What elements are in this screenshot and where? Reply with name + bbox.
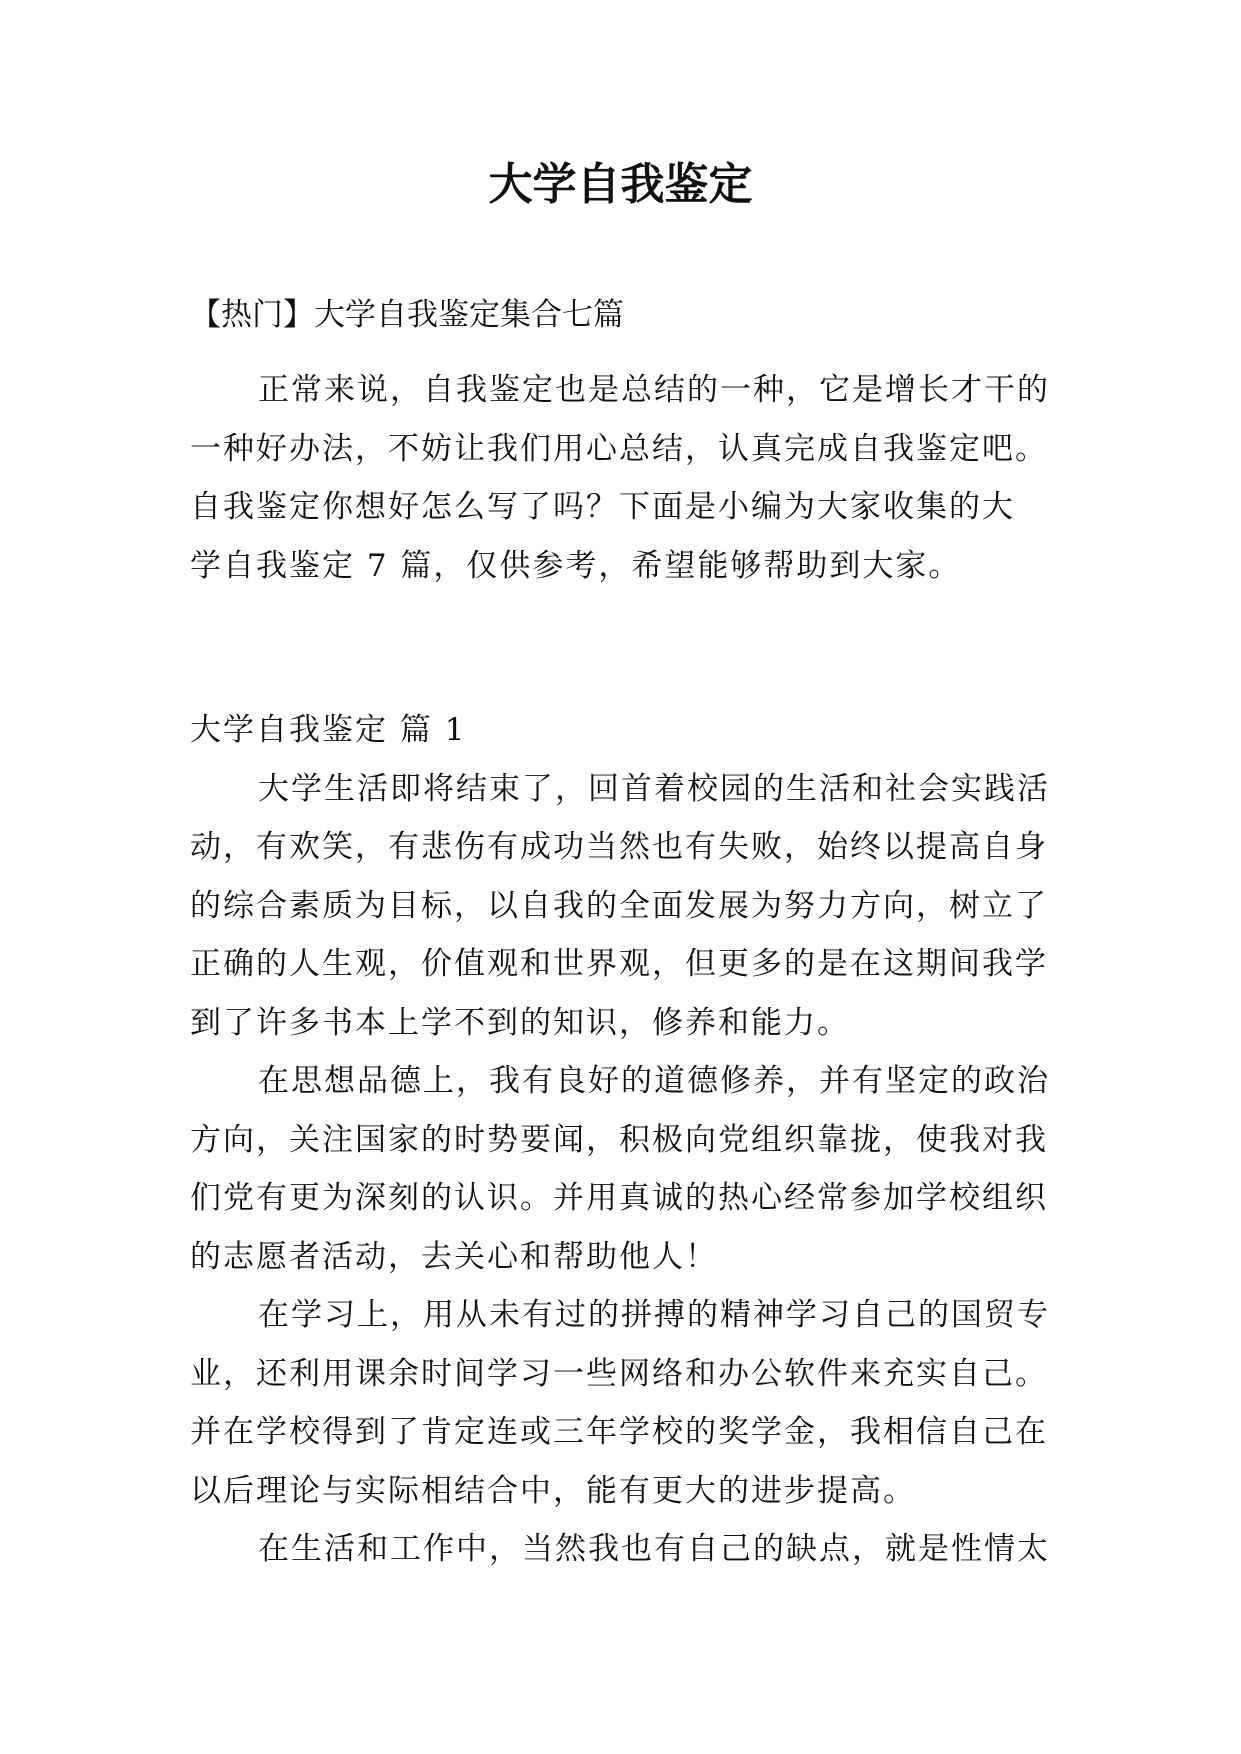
paragraph-line: 到了许多书本上学不到的知识，修养和能力。 — [190, 1004, 850, 1041]
paragraph-line: 动，有欢笑，有悲伤有成功当然也有失败，始终以提高自身 — [190, 829, 1048, 865]
paragraph-line: 们党有更为深刻的认识。并用真诚的热心经常参加学校组织 — [190, 1180, 1048, 1216]
paragraph-2 — [190, 1052, 1070, 1286]
paragraph-line: 以后理论与实际相结合中，能有更大的进步提高。 — [190, 1472, 916, 1509]
paragraph-4 — [190, 1520, 1070, 1579]
section-1 — [190, 701, 1070, 1579]
paragraph-line: 大学生活即将结束了，回首着校园的生活和社会实践活 — [258, 770, 1050, 807]
intro-line: 正常来说，自我鉴定也是总结的一种，它是增长才干的 — [258, 372, 1050, 408]
paragraph-line: 正确的人生观，价值观和世界观，但更多的是在这期间我学 — [190, 946, 1048, 982]
paragraph-line: 在思想品德上，我有良好的道德修养，并有坚定的政治 — [258, 1063, 1050, 1099]
intro-line: 一种好办法，不妨让我们用心总结，认真完成自我鉴定吧。 — [190, 430, 1048, 467]
paragraph-line: 方向，关注国家的时势要闻，积极向党组织靠拢，使我对我 — [190, 1121, 1048, 1158]
paragraph-3 — [190, 1286, 1070, 1520]
document-title: 大学自我鉴定 — [488, 159, 753, 210]
document-subtitle: 【热门】大学自我鉴定集合七篇 — [190, 297, 624, 333]
paragraph-line: 业，还利用课余时间学习一些网络和办公软件来充实自己。 — [190, 1355, 1048, 1392]
paragraph-line: 并在学校得到了肯定连或三年学校的奖学金，我相信自己在 — [190, 1414, 1048, 1450]
paragraph-line: 的志愿者活动，去关心和帮助他人！ — [190, 1238, 718, 1275]
intro-line: 自我鉴定你想好怎么写了吗？下面是小编为大家收集的大 — [190, 489, 1015, 525]
paragraph-line: 的综合素质为目标，以自我的全面发展为努力方向，树立了 — [190, 887, 1048, 924]
paragraph-line: 在生活和工作中，当然我也有自己的缺点，就是性情太 — [258, 1531, 1050, 1567]
paragraph-line: 在学习上，用从未有过的拼搏的精神学习自己的国贸专 — [258, 1297, 1050, 1333]
intro-line: 学自我鉴定 7 篇，仅供参考，希望能够帮助到大家。 — [190, 547, 962, 584]
section-heading: 大学自我鉴定 篇 1 — [190, 712, 467, 748]
paragraph-1 — [190, 760, 1070, 1053]
intro-paragraph — [190, 361, 1070, 595]
